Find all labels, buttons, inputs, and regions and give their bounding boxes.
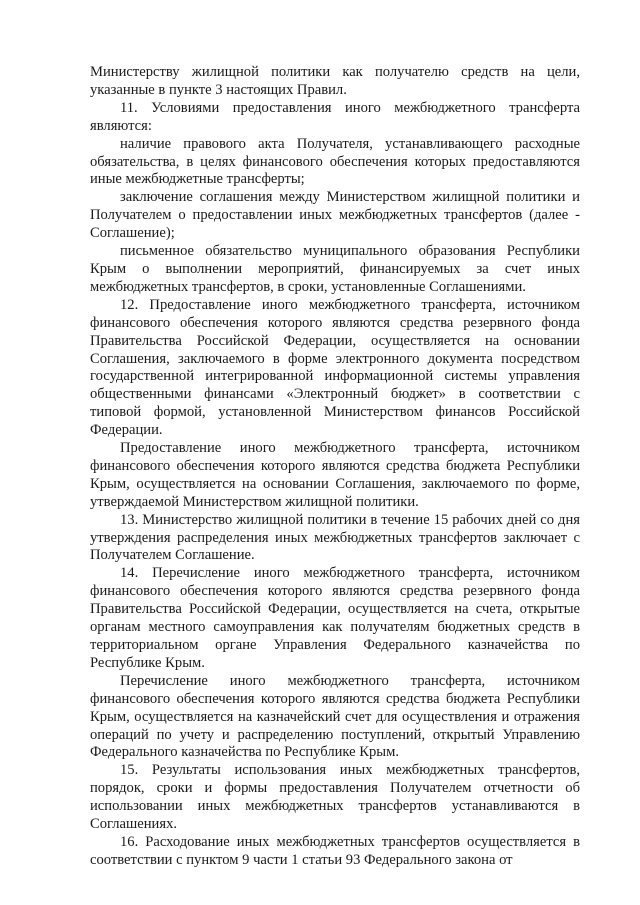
paragraph-14-part-2: Перечисление иного межбюджетного трансферта, источником финансового обеспечения которого являются средства бюджета Республики Крым, осуществляется на казначейский счет для осуществления и отражения операций по учету и распределению поступлений, открытый Управлению Федерального казначейства по Республике Крым. [90, 672, 580, 761]
paragraph-11: 11. Условиями предоставления иного межбюджетного трансферта являются: [90, 99, 580, 134]
paragraph-11-condition-1: наличие правового акта Получателя, устанавливающего расходные обязательства, в целях финансового обеспечения которых предоставляются иные межбюджетные трансферты; [90, 135, 580, 188]
document-page [90, 64, 580, 870]
paragraph-14: 14. Перечисление иного межбюджетного трансферта, источником финансового обеспечения которого являются средства резервного фонда Правительства Российской Федерации, осуществляется на счета, открытые органам местного самоуправления как получателям бюджетных средств в территориальном органе Управления Федерального казначейства по Республике Крым. [90, 565, 580, 671]
paragraph-15: 15. Результаты использования иных межбюджетных трансфертов, порядок, сроки и формы предоставления Получателем отчетности об использовании иных межбюджетных трансфертов устанавливаются в Соглашениях. [90, 762, 580, 833]
paragraph-12-part-2: Предоставление иного межбюджетного трансферта, источником финансового обеспечения которого являются средства бюджета Республики Крым, осуществляется на основании Соглашения, заключаемого по форме, утверждаемой Министерством жилищной политики. [90, 440, 580, 510]
paragraph-11-condition-3: письменное обязательство муниципального образования Республики Крым о выполнении мероприятий, финансируемых за счет иных межбюджетных трансфертов, в сроки, установленные Соглашениями. [90, 243, 580, 295]
paragraph-11-condition-2: заключение соглашения между Министерством жилищной политики и Получателем о предоставлении иных межбюджетных трансфертов (далее - Соглашение); [90, 189, 580, 242]
paragraph-12: 12. Предоставление иного межбюджетного трансферта, источником финансового обеспечения которого являются средства резервного фонда Правительства Российской Федерации, осуществляется на основании Соглашения, заключаемого в форме электронного документа посредством государственной интегрированной информационной системы управления общественными финансами «Электронный бюджет» в соответствии с типовой формой, установленной Министерством финансов Российской Федерации. [90, 296, 580, 439]
paragraph-16: 16. Расходование иных межбюджетных трансфертов осуществляется в соответствии с пунктом 9 части 1 статьи 93 Федерального закона от [90, 833, 580, 868]
paragraph-13: 13. Министерство жилищной политики в течение 15 рабочих дней со дня утверждения распределения иных межбюджетных трансфертов заключает с Получателем Соглашение. [90, 511, 580, 564]
paragraph-continuation: Министерству жилищной политики как получателю средств на цели, указанные в пункте 3 настоящих Правил. [90, 64, 580, 98]
